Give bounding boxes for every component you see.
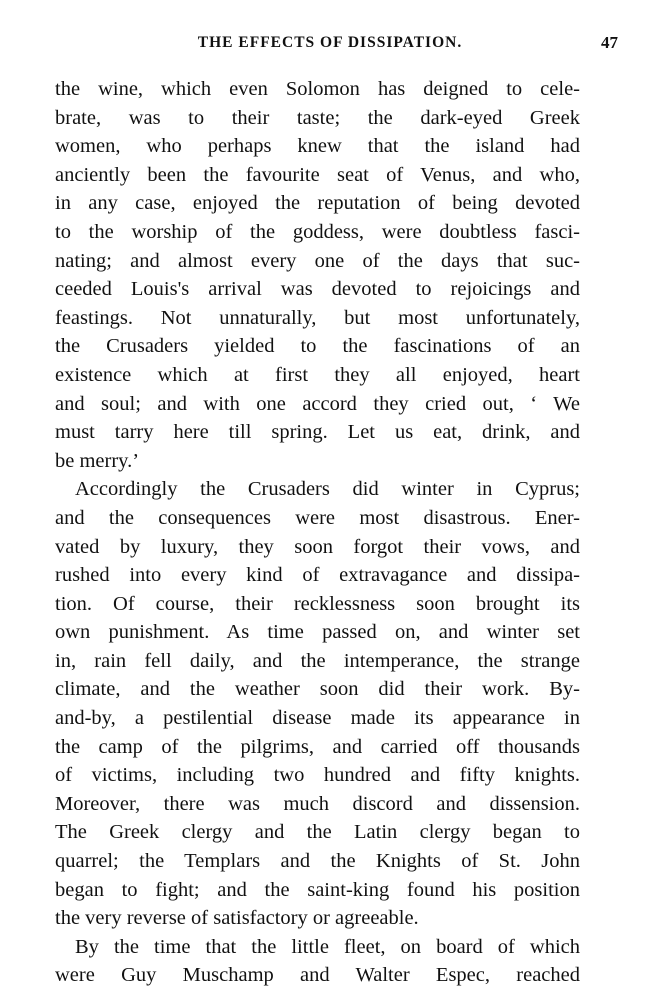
text-line: be merry.’ xyxy=(55,449,140,472)
text-line: climate, and the weather soon did their work. By- xyxy=(55,678,580,701)
paragraph xyxy=(55,475,580,933)
text-line: women, who perhaps knew that the island had xyxy=(55,135,580,158)
text-line: vated by luxury, they soon forgot their vows, and xyxy=(55,535,580,558)
text-line: Moreover, there was much discord and dissension. xyxy=(55,792,580,815)
text-line: ceeded Louis's arrival was devoted to rejoicings and xyxy=(55,278,580,301)
paragraph xyxy=(55,75,580,475)
page-number: 47 xyxy=(601,33,618,52)
text-line: of victims, including two hundred and fifty knights. xyxy=(55,764,580,787)
text-line: By the time that the little fleet, on board of which xyxy=(75,935,580,958)
text-line: the wine, which even Solomon has deigned to cele- xyxy=(55,78,580,100)
paragraph xyxy=(55,933,580,990)
text-line: brate, was to their taste; the dark-eyed Greek xyxy=(55,106,580,129)
text-line: the very reverse of satisfactory or agreeable. xyxy=(55,907,419,930)
text-line: quarrel; the Templars and the Knights of St. John xyxy=(55,850,580,873)
text-line: The Greek clergy and the Latin clergy began to xyxy=(55,821,580,844)
running-head xyxy=(55,30,618,56)
text-line: began to fight; and the saint-king found his position xyxy=(55,878,580,901)
text-line: must tarry here till spring. Let us eat, drink, and xyxy=(55,421,580,444)
text-line: existence which at first they all enjoyed, heart xyxy=(55,363,580,386)
text-line: rushed into every kind of extravagance and dissipa- xyxy=(55,564,580,587)
text-line: tion. Of course, their recklessness soon brought its xyxy=(55,592,580,615)
text-line: and soul; and with one accord they cried out, ‘ We xyxy=(55,392,580,415)
text-line: in any case, enjoyed the reputation of being devoted xyxy=(55,192,580,215)
text-line: own punishment. As time passed on, and winter set xyxy=(55,621,580,644)
text-line: anciently been the favourite seat of Venus, and who, xyxy=(55,163,580,186)
text-line: and the consequences were most disastrous. Ener- xyxy=(55,506,580,529)
text-line: Accordingly the Crusaders did winter in Cyprus; xyxy=(75,478,580,501)
body-text xyxy=(55,75,580,990)
text-line: were Guy Muschamp and Walter Espec, reached xyxy=(55,964,580,987)
text-line: the camp of the pilgrims, and carried off thousands xyxy=(55,735,580,758)
text-line: feastings. Not unnaturally, but most unfortunately, xyxy=(55,306,580,329)
text-line: in, rain fell daily, and the intemperance, the strange xyxy=(55,649,580,672)
text-line: nating; and almost every one of the days that suc- xyxy=(55,249,580,272)
text-line: to the worship of the goddess, were doubtless fasci- xyxy=(55,220,580,243)
running-title: THE EFFECTS OF DISSIPATION. xyxy=(197,34,463,51)
text-line: the Crusaders yielded to the fascinations of an xyxy=(55,335,580,358)
text-line: and-by, a pestilential disease made its appearance in xyxy=(55,707,580,730)
